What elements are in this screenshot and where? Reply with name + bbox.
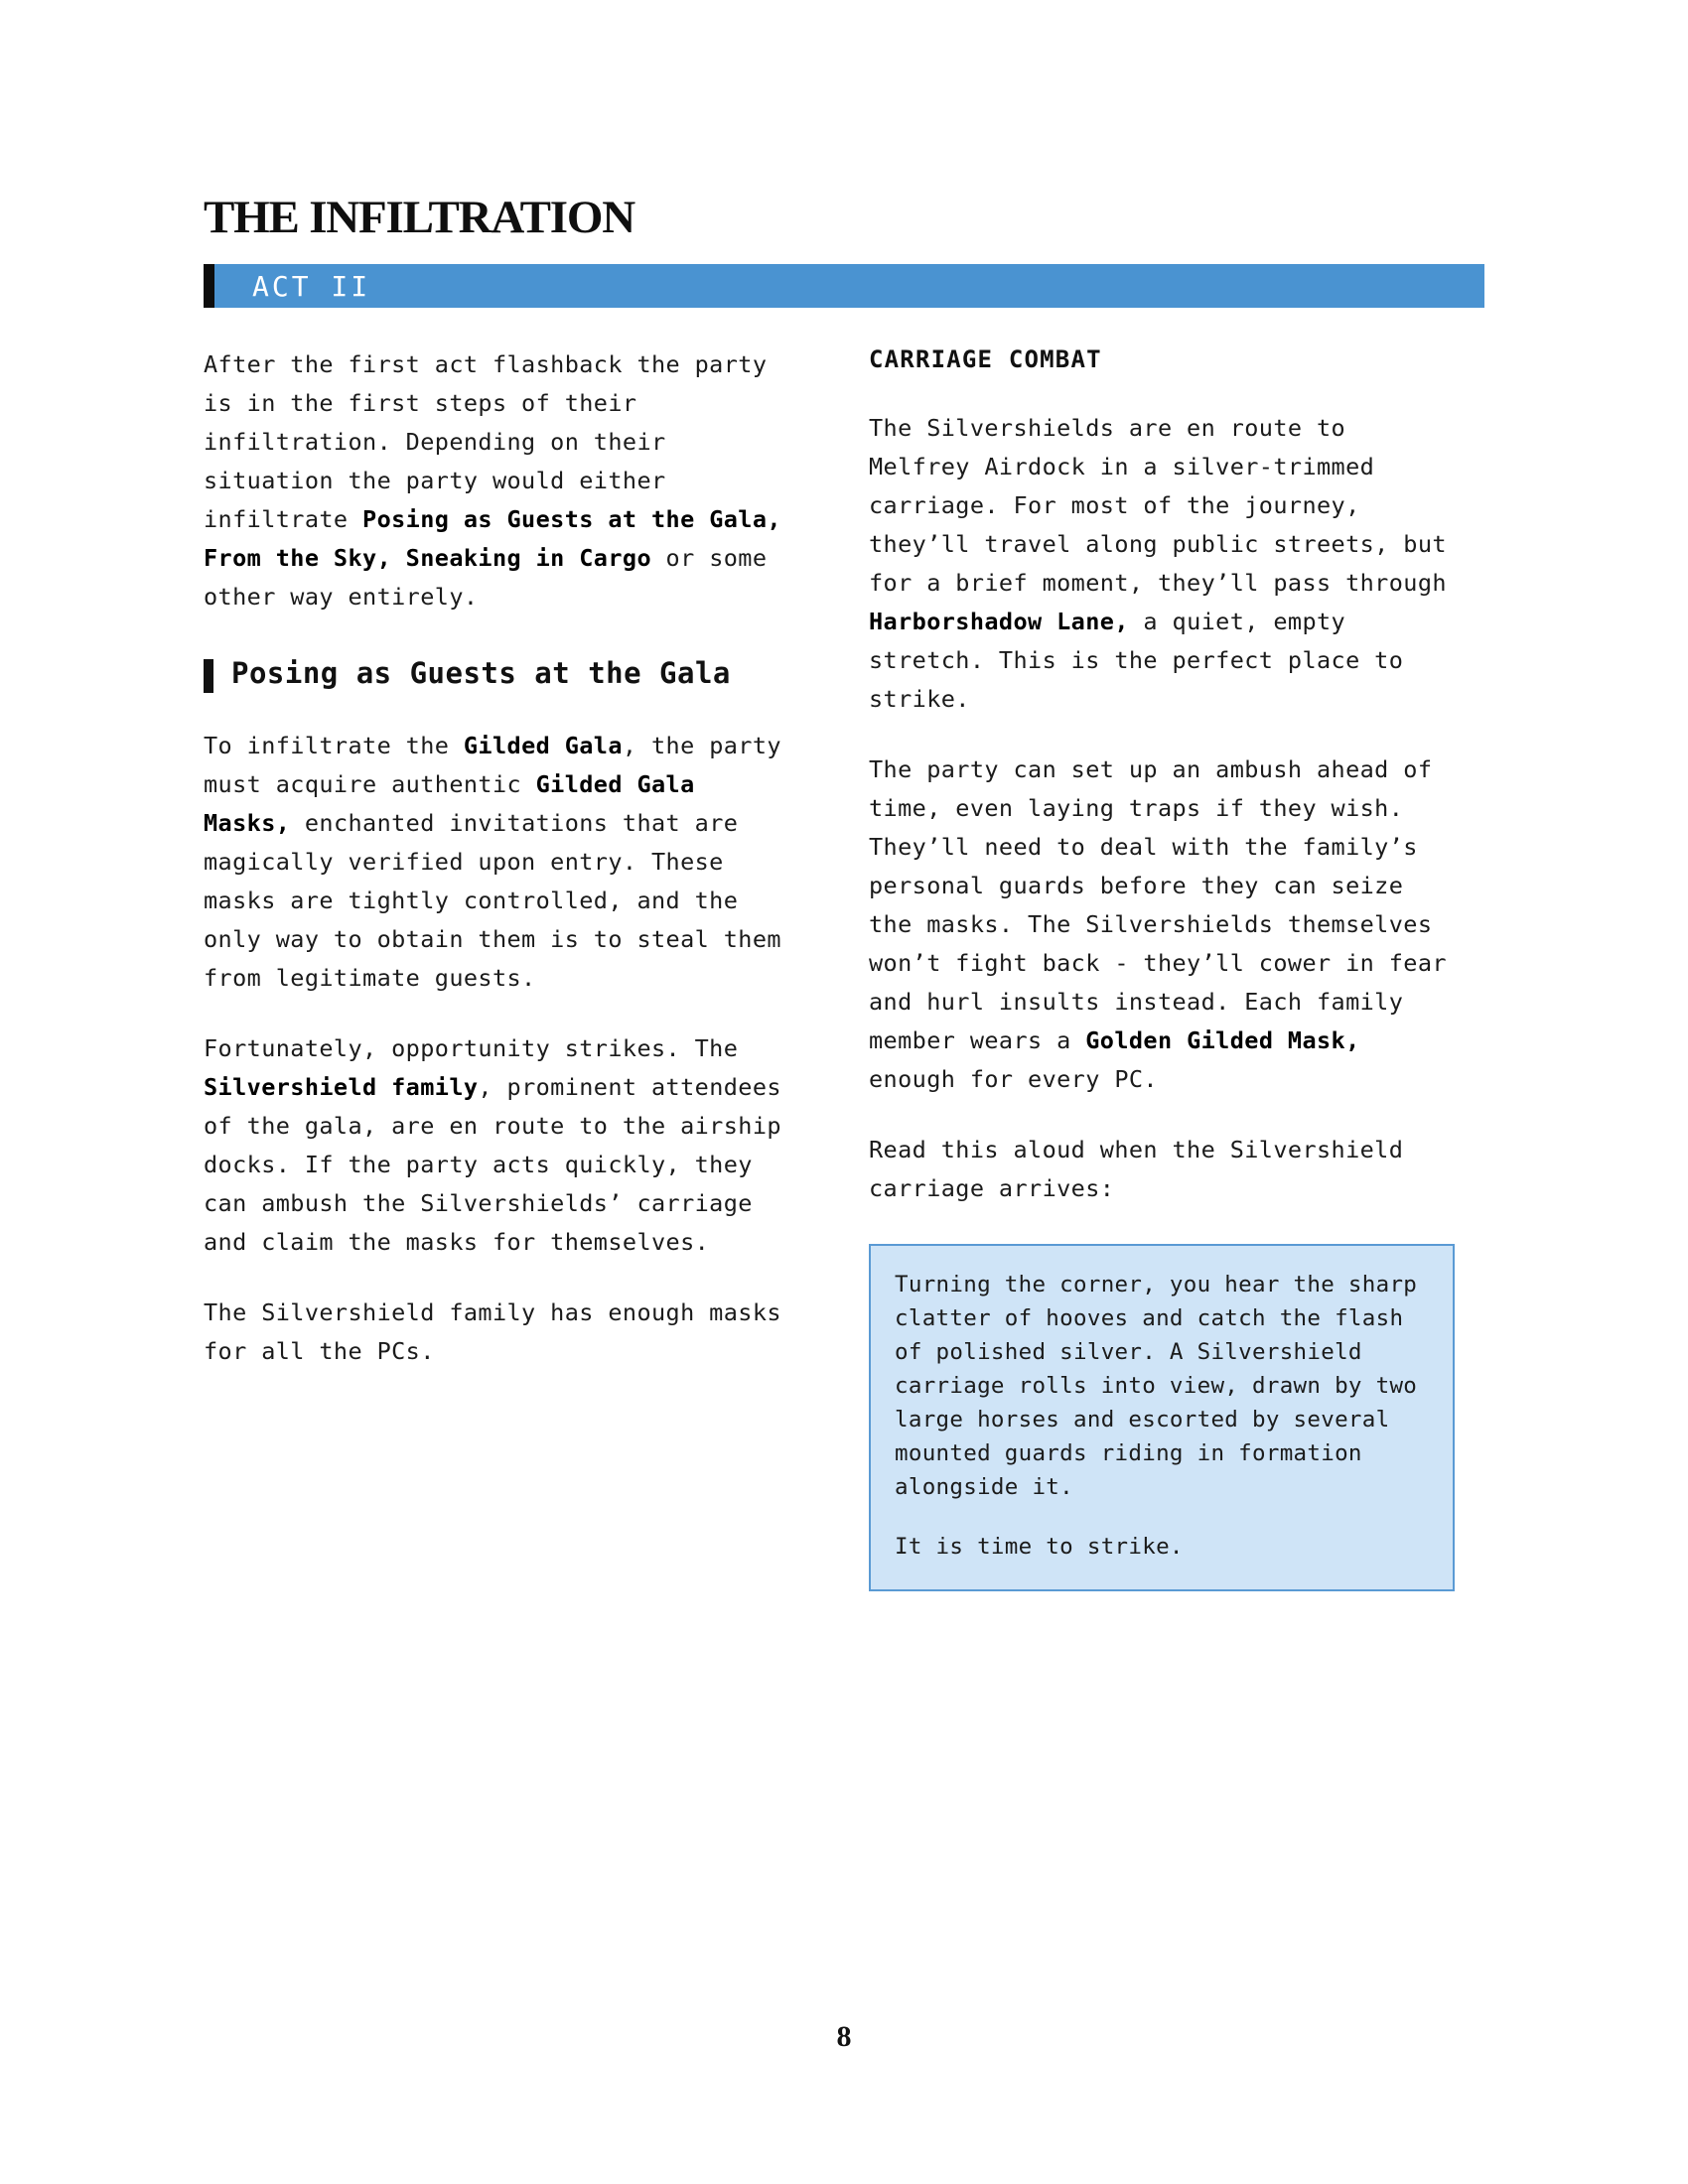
route-text-part-2: a quiet, empty stretch. This is the perfect place to strike.: [869, 608, 1404, 714]
harborshadow-lane-term: Harborshadow Lane,: [869, 608, 1129, 636]
read-aloud-cue: Read this aloud when the Silvershield carriage arrives:: [869, 1136, 1404, 1203]
intro-infiltration-options: Posing as Guests at the Gala, From the Sky, Sneaking in Cargo: [204, 505, 781, 573]
gala-text-part-3: enchanted invitations that are magically verified upon entry. These masks are tightly controlled, and the only way to obtain them is to steal them from legitimate guests.: [204, 809, 781, 993]
intro-text-part-2: or some other way entirely.: [204, 544, 768, 612]
carriage-route-paragraph: [869, 409, 1455, 719]
ambush-text-part-2: enough for every PC.: [869, 1065, 1158, 1094]
intro-text-part-1: After the first act flashback the party is in the first steps of their infiltration. Depending on their situation the party would either infiltrate: [204, 350, 768, 534]
ambush-text-part-1: The party can set up an ambush ahead of time, even laying traps if they wish. They’ll need to deal with the family’s personal guards before they can seize the masks. The Silvershields themselves won’t fight back - they’ll cower in fear and hurl insults instead. Each family member wears a: [869, 755, 1447, 1055]
read-aloud-box: [869, 1244, 1455, 1591]
right-column: [869, 345, 1455, 1591]
page-number: 8: [836, 2020, 852, 2053]
silvershield-opportunity-paragraph: [204, 1029, 789, 1262]
gilded-gala-term: Gilded Gala: [463, 732, 623, 760]
read-aloud-paragraph-2: It is time to strike.: [895, 1534, 1184, 1561]
route-text-part-1: The Silvershields are en route to Melfrey Airdock in a silver-trimmed carriage. For most of the journey, they’ll travel along public streets, but for a brief moment, they’ll pass through: [869, 414, 1447, 598]
act-banner-accent-bar: [204, 264, 214, 308]
left-column: [204, 345, 789, 1371]
opportunity-text-part-2: , prominent attendees of the gala, are en route to the airship docks. If the party acts quickly, they can ambush the Silvershields’ carriage and claim the masks for themselves.: [204, 1073, 781, 1257]
section-heading-label: Posing as Guests at the Gala: [231, 656, 731, 691]
opportunity-text-part-1: Fortunately, opportunity strikes. The: [204, 1034, 739, 1063]
read-aloud-paragraph-1: Turning the corner, you hear the sharp clatter of hooves and catch the flash of polished silver. A Silvershield carriage rolls into view, drawn by two large horses and escorted by several mounted guards riding in formation alongside it.: [895, 1272, 1418, 1501]
masks-count-paragraph: The Silvershield family has enough masks for all the PCs.: [204, 1298, 781, 1366]
two-column-layout: [204, 345, 1484, 1591]
gilded-gala-masks-term: Gilded Gala Masks,: [204, 770, 695, 838]
golden-gilded-mask-term: Golden Gilded Mask,: [1085, 1026, 1360, 1055]
gilded-gala-paragraph: [204, 727, 789, 998]
gala-text-part-1: To infiltrate the: [204, 732, 464, 760]
gala-text-part-2: , the party must acquire authentic: [204, 732, 781, 799]
act-banner-label: ACT II: [252, 269, 371, 303]
act-banner: [204, 264, 1484, 308]
section-heading-accent-bar: [204, 659, 213, 693]
ambush-paragraph: [869, 751, 1455, 1099]
section-heading-posing-as-guests: [204, 656, 789, 693]
page-title: THE INFILTRATION: [204, 192, 634, 243]
carriage-combat-heading: CARRIAGE COMBAT: [869, 345, 1102, 374]
intro-paragraph: [204, 345, 789, 616]
silvershield-family-term: Silvershield family: [204, 1073, 479, 1102]
